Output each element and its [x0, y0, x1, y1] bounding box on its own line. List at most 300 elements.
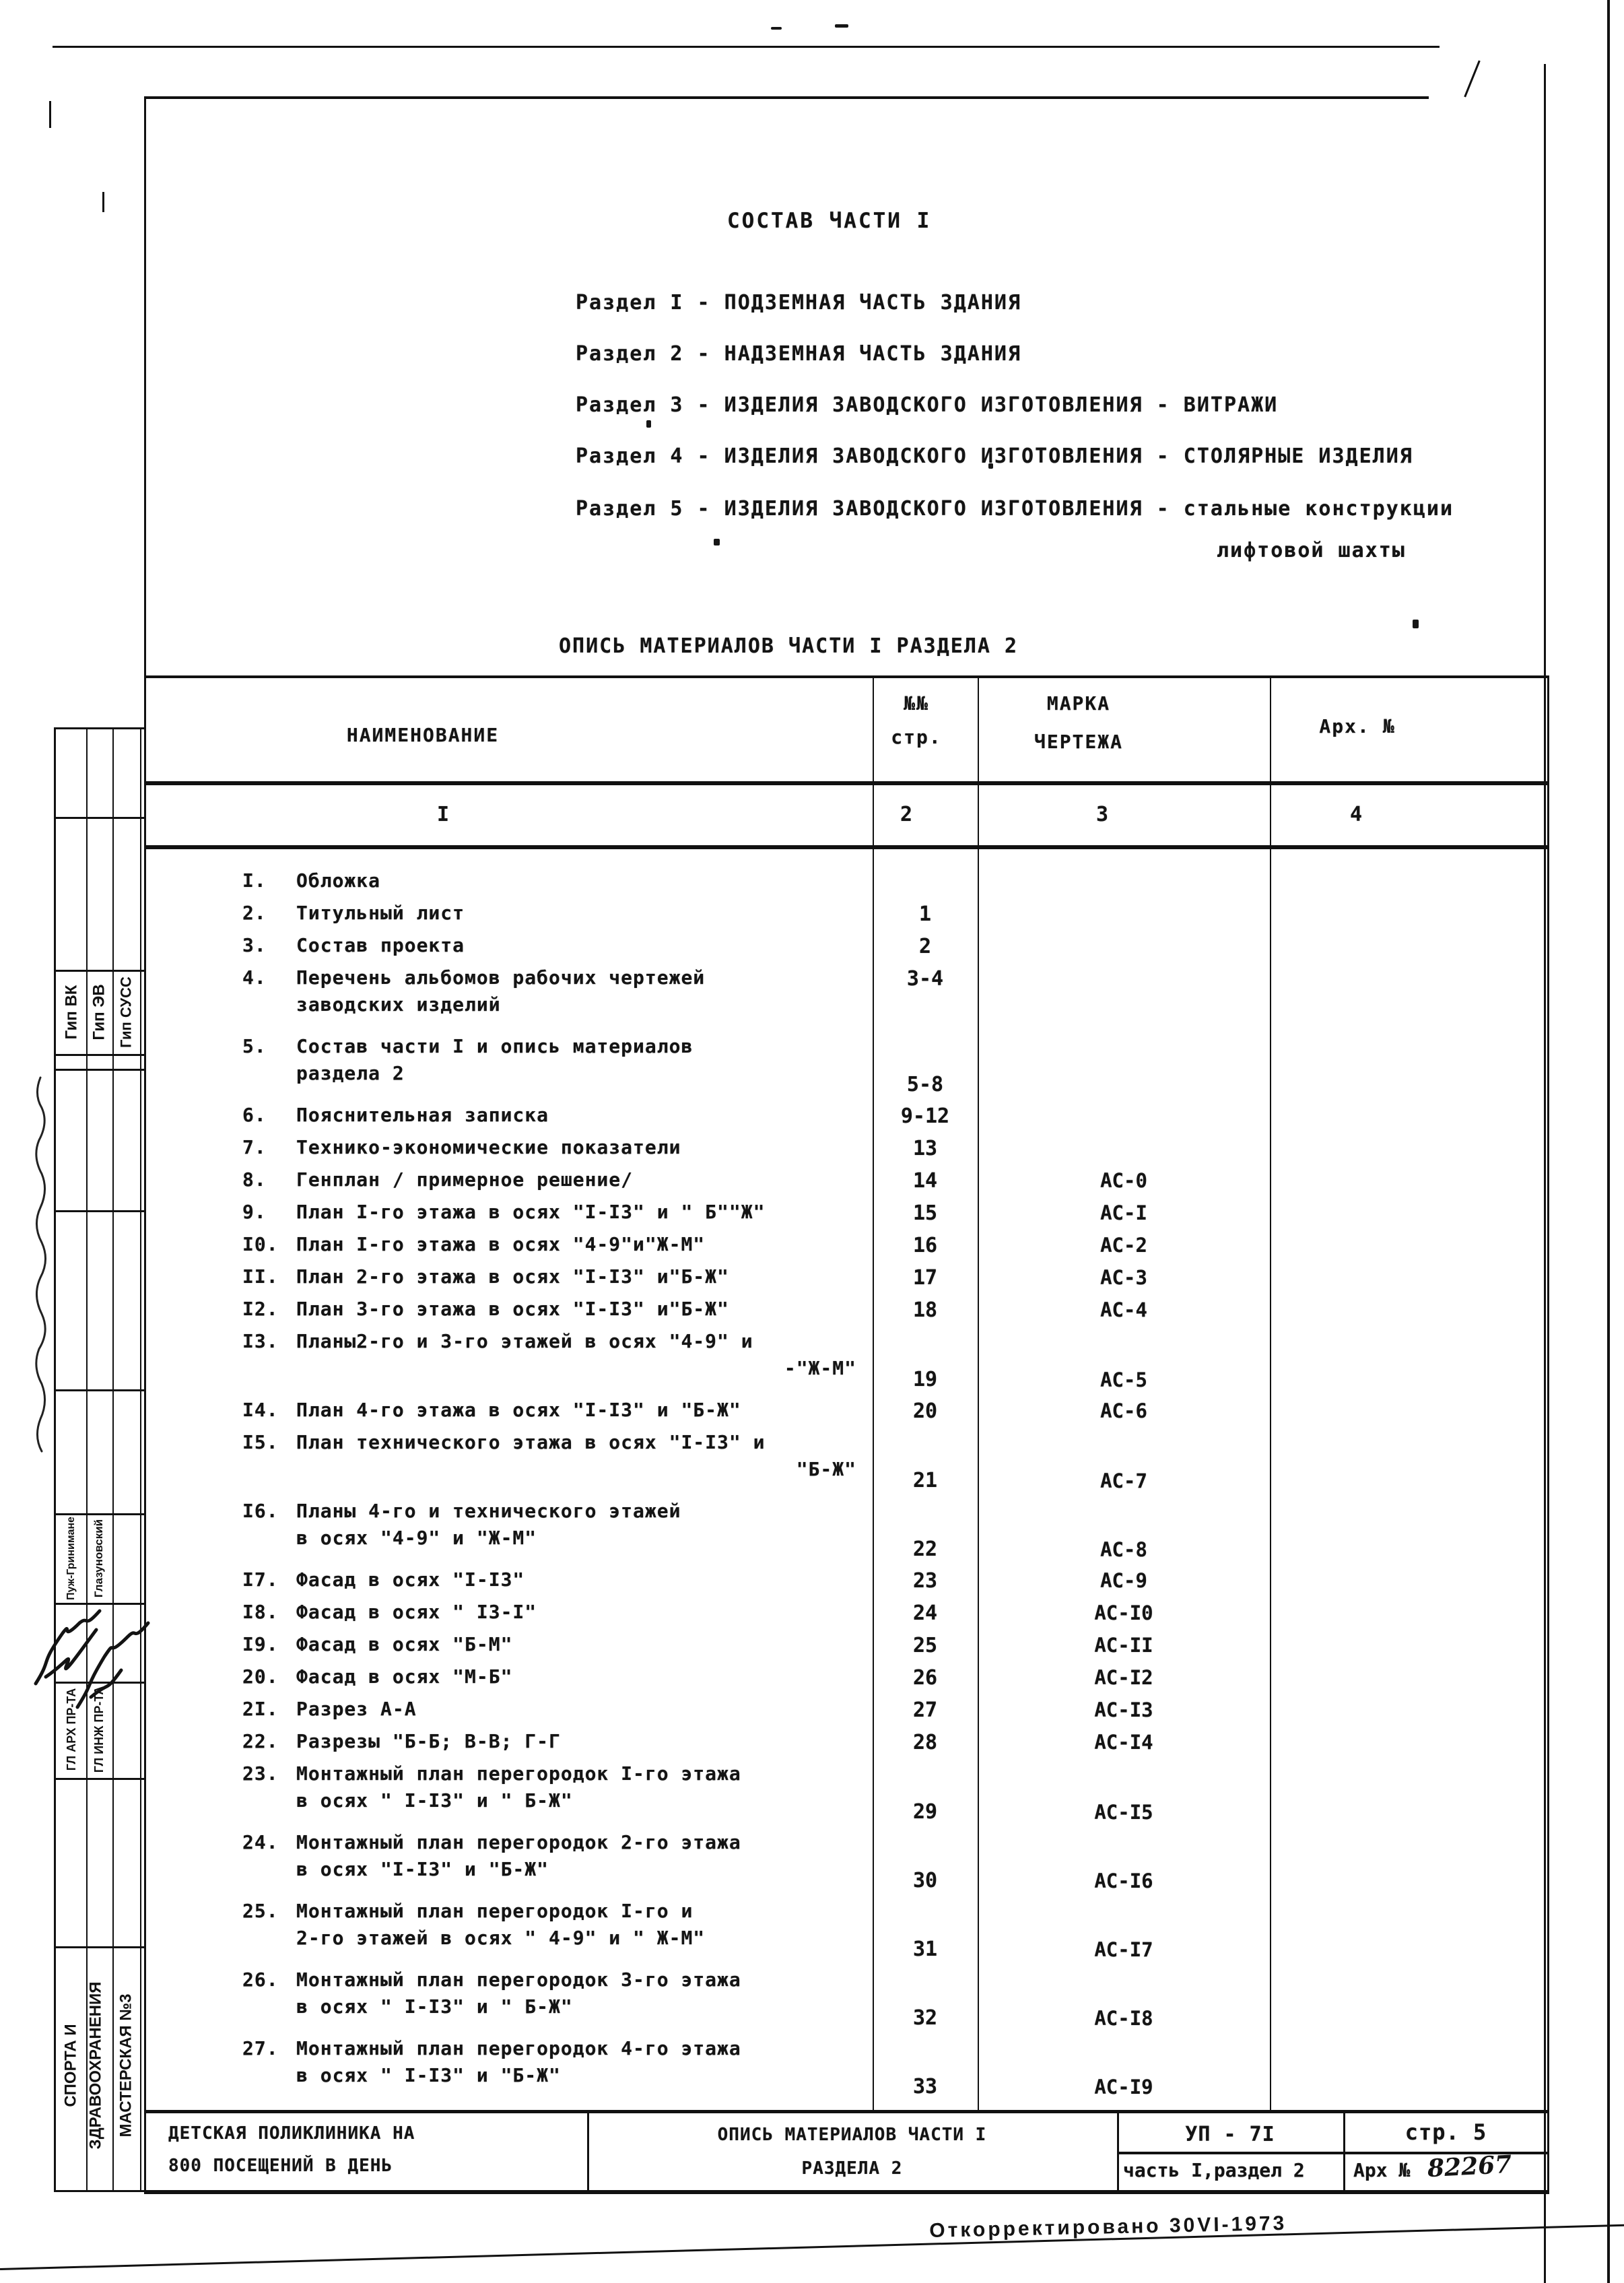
row-name-line: в осях "I-I3" и "Б-Ж" [296, 1858, 549, 1880]
row-name-line [147, 1328, 873, 1355]
row-mark-cell [978, 1328, 1270, 1397]
row-pages-cell [873, 900, 978, 932]
row-pages-value: 26 [912, 1666, 938, 1690]
row-mark-value: АС-I [1100, 1201, 1147, 1224]
table-row [147, 1199, 1549, 1231]
row-name-cell [147, 1760, 873, 1829]
row-arx-cell [1270, 1631, 1549, 1663]
signer-name-engineer: Глазуновский [92, 1519, 105, 1598]
row-pages-cell [873, 964, 978, 1033]
row-pages-value: 2 [918, 935, 932, 958]
row-name-cell [147, 1966, 873, 2035]
row-pages-cell [873, 1199, 978, 1231]
row-pages-cell [873, 1429, 978, 1498]
row-pages-value: 20 [912, 1399, 938, 1423]
handwritten-margin-note [28, 1071, 48, 1515]
row-mark-value: АС-I4 [1094, 1731, 1153, 1754]
row-mark-value: АС-8 [1100, 1538, 1147, 1561]
row-name-cell [147, 1599, 873, 1631]
row-arx-cell [1270, 1102, 1549, 1134]
row-name-line [147, 1966, 873, 1993]
row-name-cell [147, 1199, 873, 1231]
sidebar-hline-12 [54, 1946, 146, 1948]
row-pages-cell [873, 1397, 978, 1429]
row-pages-value: 27 [912, 1698, 938, 1722]
row-pages-cell [873, 1498, 978, 1566]
row-mark-cell [978, 1760, 1270, 1829]
row-name-line [147, 1231, 873, 1258]
org-name-line1: СПОРТА И [61, 2024, 80, 2107]
row-number: I0. [242, 1233, 279, 1255]
correction-stamp: Откорректировано 30VI-1973 [929, 2212, 1287, 2242]
ink-speck [835, 24, 848, 28]
row-pages-cell [873, 1566, 978, 1599]
row-arx-cell [1270, 1328, 1549, 1397]
row-name-cell [147, 1166, 873, 1199]
row-mark-cell [978, 1829, 1270, 1898]
row-name-text: План 2-го этажа в осях "I-I3" и"Б-Ж" [296, 1265, 729, 1288]
row-name-line: в осях "4-9" и "Ж-М" [296, 1527, 537, 1549]
row-mark-value: АС-I9 [1094, 2076, 1153, 2098]
row-name-line: заводских изделий [296, 993, 501, 1016]
row-name-line [147, 2035, 873, 2062]
row-number: 6. [242, 1104, 267, 1126]
row-pages-cell [873, 1696, 978, 1728]
row-pages-value: 14 [912, 1169, 938, 1193]
table-row [147, 1728, 1549, 1760]
row-name-text: Монтажный план перегородок I-го и [296, 1900, 693, 1922]
table-row [147, 1696, 1549, 1728]
row-number: I2. [242, 1298, 279, 1320]
row-mark-cell [978, 1898, 1270, 1966]
column-header-mark-line1: МАРКА [1046, 692, 1111, 715]
project-name-line2: 800 ПОСЕЩЕНИЙ В ДЕНЬ [168, 2156, 393, 2176]
row-mark-cell [978, 964, 1270, 1033]
row-name-line [147, 1263, 873, 1290]
row-name-line [147, 1033, 873, 1060]
row-mark-value: АС-9 [1100, 1569, 1147, 1592]
column-header-name: НАИМЕНОВАНИЕ [346, 724, 500, 746]
row-name-cell [147, 1829, 873, 1898]
margin-tick-1 [49, 101, 51, 128]
row-name-line [147, 1898, 873, 1925]
stamp-gip-ev: Гип ЭВ [90, 984, 108, 1040]
row-arx-cell [1270, 1498, 1549, 1566]
titleblock-bottom-line [144, 2190, 1549, 2194]
row-name-line: в осях " I-I3" и "Б-Ж" [296, 2064, 561, 2086]
section-line-5-continuation: лифтовой шахты [1217, 539, 1406, 562]
row-pages-value: 24 [912, 1601, 938, 1625]
row-mark-cell [978, 900, 1270, 932]
frame-left-border [144, 96, 146, 2194]
row-number: 26. [242, 1968, 279, 1991]
row-pages-cell [873, 1166, 978, 1199]
row-mark-cell [978, 1631, 1270, 1663]
row-name-text: Состав проекта [296, 934, 465, 956]
row-pages-cell [873, 1760, 978, 1829]
row-pages-value: 22 [912, 1537, 938, 1561]
row-number: I4. [242, 1399, 279, 1421]
row-mark-cell [978, 1966, 1270, 2035]
row-name-line: -"Ж-М" [784, 1357, 856, 1379]
row-name-line: 2-го этажей в осях " 4-9" и " Ж-М" [296, 1927, 706, 1949]
sidebar-hline-13 [54, 2190, 146, 2192]
row-arx-cell [1270, 1829, 1549, 1898]
top-scan-line [53, 46, 1440, 48]
section-line-1: Раздел I - ПОДЗЕМНАЯ ЧАСТЬ ЗДАНИЯ [576, 291, 1022, 315]
column-number-1: I [436, 803, 450, 826]
table-row [147, 900, 1549, 932]
row-name-cell [147, 1898, 873, 1966]
row-name-text: Разрезы "Б-Б; В-В; Г-Г [296, 1730, 561, 1752]
row-mark-cell [978, 1231, 1270, 1263]
row-name-line: в осях " I-I3" и " Б-Ж" [296, 1789, 573, 1812]
row-pages-value: 33 [912, 2075, 938, 2098]
row-name-text: План I-го этажа в осях "4-9"и"Ж-М" [296, 1233, 706, 1255]
row-pages-value: 18 [912, 1298, 938, 1322]
row-name-text: Планы2-го и 3-го этажей в осях "4-9" и [296, 1330, 753, 1352]
document-name-line1: ОПИСЬ МАТЕРИАЛОВ ЧАСТИ I [717, 2125, 987, 2145]
row-number: I8. [242, 1601, 279, 1623]
row-name-text: Планы 4-го и технического этажей [296, 1500, 681, 1522]
row-number: 27. [242, 2037, 279, 2059]
bottom-diagonal-line [0, 2224, 1624, 2270]
row-pages-value: 23 [912, 1569, 938, 1593]
row-name-line: в осях " I-I3" и " Б-Ж" [296, 1995, 573, 2018]
row-mark-cell [978, 1728, 1270, 1760]
row-name-text: Фасад в осях "М-Б" [296, 1665, 513, 1688]
row-name-cell [147, 1728, 873, 1760]
row-pages-value: 25 [912, 1634, 938, 1657]
row-name-cell [147, 1696, 873, 1728]
sidebar-hline-6 [54, 1210, 146, 1212]
row-mark-cell [978, 1498, 1270, 1566]
row-name-cell [147, 1566, 873, 1599]
row-name-line [147, 1429, 873, 1456]
signer-role-architect: ГЛ АРХ ПР-ТА [65, 1688, 78, 1771]
row-name-line [147, 1599, 873, 1626]
margin-tick-2 [102, 192, 104, 212]
table-row [147, 1631, 1549, 1663]
project-name-line1: ДЕТСКАЯ ПОЛИКЛИНИКА НА [168, 2123, 415, 2144]
row-pages-cell [873, 1102, 978, 1134]
workshop-label: МАСТЕРСКАЯ №3 [116, 1993, 135, 2138]
table-row [147, 964, 1549, 1033]
row-arx-cell [1270, 1199, 1549, 1231]
row-pages-value: 21 [912, 1469, 938, 1492]
sidebar-left-border [54, 727, 56, 2192]
row-mark-cell [978, 1134, 1270, 1166]
row-pages-cell [873, 932, 978, 964]
row-number: I. [242, 869, 267, 892]
row-mark-cell [978, 1696, 1270, 1728]
row-pages-cell [873, 1231, 978, 1263]
row-mark-cell [978, 1102, 1270, 1134]
row-arx-cell [1270, 932, 1549, 964]
table-row [147, 1397, 1549, 1429]
row-arx-cell [1270, 1166, 1549, 1199]
column-number-4: 4 [1349, 803, 1363, 826]
row-mark-value: АС-I8 [1094, 2007, 1153, 2030]
row-number: 23. [242, 1762, 279, 1785]
row-name-line [147, 1760, 873, 1787]
row-mark-value: АС-6 [1100, 1399, 1147, 1422]
row-name-line [147, 867, 873, 894]
column-header-mark-line2: ЧЕРТЕЖА [1034, 731, 1123, 753]
row-name-text: Фасад в осях " I3-I" [296, 1601, 537, 1623]
row-pages-cell [873, 1728, 978, 1760]
table-row [147, 1134, 1549, 1166]
row-mark-cell [978, 1199, 1270, 1231]
row-mark-value: АС-0 [1100, 1169, 1147, 1192]
row-arx-cell [1270, 1728, 1549, 1760]
table-header-bottom-line [144, 781, 1549, 785]
row-name-line [147, 1566, 873, 1593]
row-mark-cell [978, 867, 1270, 900]
row-number: 25. [242, 1900, 279, 1922]
row-name-cell [147, 1033, 873, 1102]
row-name-text: Титульный лист [296, 902, 465, 924]
row-name-cell [147, 900, 873, 932]
table-row [147, 1328, 1549, 1397]
row-pages-value: 29 [912, 1800, 938, 1824]
row-name-cell [147, 1263, 873, 1296]
row-name-cell [147, 1397, 873, 1429]
row-mark-value: АС-5 [1100, 1368, 1147, 1391]
column-number-2: 2 [900, 803, 913, 826]
row-name-line [147, 964, 873, 991]
row-pages-value: 15 [912, 1201, 938, 1225]
signature-engineer [64, 1613, 158, 1714]
row-mark-value: АС-I3 [1094, 1698, 1153, 1721]
row-mark-value: АС-I0 [1094, 1601, 1153, 1624]
sidebar-hline-5 [54, 1069, 146, 1071]
row-arx-cell [1270, 2035, 1549, 2104]
row-name-text: Фасад в осях "Б-М" [296, 1633, 513, 1655]
section-line-4: Раздел 4 - ИЗДЕЛИЯ ЗАВОДСКОГО ИЗГОТОВЛЕНИЯ - СТОЛЯРНЫЕ ИЗДЕЛИЯ [576, 444, 1413, 468]
column-header-pages-line2: стр. [891, 726, 942, 748]
row-mark-cell [978, 1397, 1270, 1429]
row-pages-cell [873, 1599, 978, 1631]
column-header-arx: Арх. № [1319, 715, 1396, 737]
row-pages-value: 1 [918, 902, 932, 926]
ink-speck [714, 539, 720, 545]
table-row [147, 1566, 1549, 1599]
column-header-pages-line1: №№ [904, 692, 929, 715]
row-mark-value: АС-7 [1100, 1469, 1147, 1492]
row-mark-value: АС-I5 [1094, 1801, 1153, 1824]
row-arx-cell [1270, 1296, 1549, 1328]
row-arx-cell [1270, 1033, 1549, 1102]
row-mark-cell [978, 1429, 1270, 1498]
row-name-line [147, 900, 873, 927]
row-arx-cell [1270, 1263, 1549, 1296]
titleblock-top-line [144, 2110, 1549, 2113]
section-line-3: Раздел 3 - ИЗДЕЛИЯ ЗАВОДСКОГО ИЗГОТОВЛЕНИЯ - ВИТРАЖИ [576, 393, 1279, 417]
row-mark-cell [978, 1263, 1270, 1296]
row-name-text: Генплан / примерное решение/ [296, 1168, 634, 1191]
row-number: 20. [242, 1665, 279, 1688]
org-name-line2: ЗДРАВООХРАНЕНИЯ [86, 1981, 105, 2150]
row-mark-cell [978, 1566, 1270, 1599]
row-pages-cell [873, 1631, 978, 1663]
row-number: 4. [242, 966, 267, 989]
row-mark-value: АС-I6 [1094, 1870, 1153, 1892]
row-pages-value: 13 [912, 1137, 938, 1160]
document-name-line2: РАЗДЕЛА 2 [801, 2158, 903, 2179]
row-arx-cell [1270, 900, 1549, 932]
table-row [147, 1263, 1549, 1296]
sidebar-strip-line-2 [112, 727, 114, 2192]
row-name-line [147, 1663, 873, 1690]
row-name-text: Перечень альбомов рабочих чертежей [296, 966, 706, 989]
row-name-text: План 4-го этажа в осях "I-I3" и "Б-Ж" [296, 1399, 741, 1421]
table-row [147, 1102, 1549, 1134]
archive-number-value: 82267 [1426, 2150, 1513, 2183]
table-row [147, 1296, 1549, 1328]
row-pages-value: 9-12 [900, 1104, 950, 1128]
table-row [147, 1966, 1549, 2035]
row-pages-value: 28 [912, 1731, 938, 1754]
row-name-text: Обложка [296, 869, 381, 892]
row-pages-cell [873, 1966, 978, 2035]
row-name-cell [147, 1663, 873, 1696]
ink-speck [646, 420, 651, 428]
row-name-cell [147, 1296, 873, 1328]
row-number: 7. [242, 1136, 267, 1158]
row-arx-cell [1270, 1599, 1549, 1631]
table-header-top-line [144, 675, 1549, 678]
row-mark-value: АС-3 [1100, 1266, 1147, 1289]
row-name-cell [147, 1328, 873, 1397]
row-number: 5. [242, 1035, 267, 1057]
table-row [147, 932, 1549, 964]
row-arx-cell [1270, 1966, 1549, 2035]
row-name-line: раздела 2 [296, 1062, 405, 1084]
row-name-text: Разрез А-А [296, 1698, 417, 1720]
signer-name-architect: Пуж-Гринимане [65, 1517, 77, 1600]
archive-number-label: Арх № [1353, 2159, 1411, 2181]
row-arx-cell [1270, 1898, 1549, 1966]
row-name-line [147, 1199, 873, 1226]
row-name-text: План 3-го этажа в осях "I-I3" и"Б-Ж" [296, 1298, 729, 1320]
row-pages-cell [873, 1263, 978, 1296]
row-name-cell [147, 867, 873, 900]
row-name-line [147, 932, 873, 959]
table-row [147, 1760, 1549, 1829]
row-arx-cell [1270, 1663, 1549, 1696]
table-row [147, 1829, 1549, 1898]
row-name-text: План технического этажа в осях "I-I3" и [296, 1431, 766, 1453]
stamp-gip-suss: Гип СУСС [117, 977, 135, 1048]
signer-role-engineer: ГЛ ИНЖ ПР-ТА [92, 1686, 106, 1773]
row-name-line [147, 1102, 873, 1129]
row-pages-cell [873, 1898, 978, 1966]
row-number: 9. [242, 1201, 267, 1223]
row-pages-value: 30 [912, 1869, 938, 1892]
table-row [147, 1429, 1549, 1498]
row-name-text: Монтажный план перегородок 4-го этажа [296, 2037, 741, 2059]
table-row [147, 1663, 1549, 1696]
part-section-label: часть I,раздел 2 [1123, 2159, 1305, 2181]
row-name-line [147, 1296, 873, 1323]
document-code: УП - 7I [1185, 2123, 1275, 2146]
row-mark-cell [978, 1033, 1270, 1102]
materials-list-title: ОПИСЬ МАТЕРИАЛОВ ЧАСТИ I РАЗДЕЛА 2 [559, 634, 1019, 658]
row-number: 24. [242, 1831, 279, 1853]
row-number: I3. [242, 1330, 279, 1352]
row-pages-cell [873, 1296, 978, 1328]
page-edge-line-outer [1607, 0, 1610, 2283]
row-name-cell [147, 2035, 873, 2104]
row-name-text: План I-го этажа в осях "I-I3" и " Б""Ж" [296, 1201, 766, 1223]
row-name-line [147, 1728, 873, 1755]
table-row [147, 1033, 1549, 1102]
row-name-text: Пояснительная записка [296, 1104, 549, 1126]
row-name-text: Монтажный план перегородок 2-го этажа [296, 1831, 741, 1853]
row-name-line [147, 1631, 873, 1658]
stamp-gip-vk: Гип ВК [62, 985, 81, 1040]
table-row [147, 867, 1549, 900]
row-pages-cell [873, 1829, 978, 1898]
row-arx-cell [1270, 1429, 1549, 1498]
row-name-line [147, 1397, 873, 1424]
row-number: II. [242, 1265, 279, 1288]
row-number: 22. [242, 1730, 279, 1752]
page-title: СОСТАВ ЧАСТИ I [727, 209, 932, 233]
row-name-text: Монтажный план перегородок 3-го этажа [296, 1968, 741, 1991]
row-mark-value: АС-2 [1100, 1234, 1147, 1257]
row-name-line [147, 1134, 873, 1161]
row-number: I7. [242, 1568, 279, 1591]
row-pages-value: 5-8 [906, 1073, 944, 1096]
row-pages-cell [873, 1134, 978, 1166]
sidebar-right-border [140, 727, 141, 2192]
row-number: I5. [242, 1431, 279, 1453]
table-row [147, 1898, 1549, 1966]
table-body [147, 850, 1549, 2104]
section-line-5: Раздел 5 - ИЗДЕЛИЯ ЗАВОДСКОГО ИЗГОТОВЛЕНИЯ - стальные конструкции [576, 497, 1454, 521]
row-number: 2I. [242, 1698, 279, 1720]
corner-tick [1464, 61, 1481, 98]
row-pages-value: 31 [912, 1938, 938, 1961]
row-arx-cell [1270, 1231, 1549, 1263]
row-mark-cell [978, 2035, 1270, 2104]
row-number: I6. [242, 1500, 279, 1522]
row-name-line [147, 1498, 873, 1525]
row-name-cell [147, 1231, 873, 1263]
sidebar-hline-11 [54, 1778, 146, 1780]
row-arx-cell [1270, 1696, 1549, 1728]
row-pages-cell [873, 2035, 978, 2104]
row-mark-cell [978, 1166, 1270, 1199]
column-number-3: 3 [1095, 803, 1109, 826]
row-arx-cell [1270, 964, 1549, 1033]
row-name-line [147, 1166, 873, 1193]
row-mark-cell [978, 1599, 1270, 1631]
row-pages-cell [873, 1033, 978, 1102]
row-name-text: Монтажный план перегородок I-го этажа [296, 1762, 741, 1785]
row-name-text: Состав части I и опись материалов [296, 1035, 693, 1057]
row-mark-cell [978, 1296, 1270, 1328]
frame-top-border [144, 96, 1429, 99]
row-name-cell [147, 1498, 873, 1566]
row-pages-value: 3-4 [906, 967, 944, 991]
row-name-cell [147, 1631, 873, 1663]
row-name-cell [147, 1429, 873, 1498]
table-row [147, 1166, 1549, 1199]
row-pages-value: 17 [912, 1266, 938, 1290]
